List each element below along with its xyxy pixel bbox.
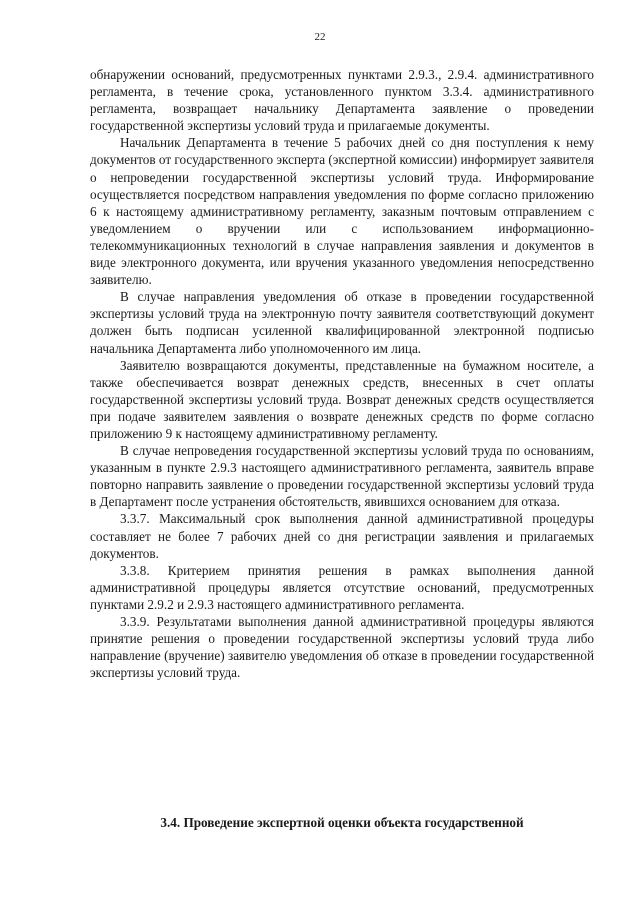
section-heading: 3.4. Проведение экспертной оценки объекта государственной xyxy=(160,815,524,830)
paragraph: Заявителю возвращаются документы, представленные на бумажном носителе, а также обеспечивается возврат денежных средств, внесенных в счет оплаты государственной экспертизы условий труда. Возврат денежных средств осуществляется при подаче заявителем заявления о возврате денежных средств по форме согласно приложению 9 к настоящему административному регламенту. xyxy=(90,357,594,441)
paragraph-clause-3-3-7: 3.3.7. Максимальный срок выполнения данной административной процедуры составляет не более 7 рабочих дней со дня регистрации заявления и прилагаемых документов. xyxy=(90,511,594,561)
paragraph: В случае непроведения государственной экспертизы условий труда по основаниям, указанным в пункте 2.9.3 настоящего административного регламента, заявитель вправе повторно направить заявление о проведении государственной экспертизы условий труда в Департамент после устранения обстоятельств, явившихся основанием для отказа. xyxy=(90,443,594,510)
page-number: 22 xyxy=(314,31,326,43)
paragraph: В случае направления уведомления об отказе в проведении государственной экспертизы условий труда на электронную почту заявителя соответствующий документ должен быть подписан усиленной квалифицированной электронной подписью начальника Департамента либо уполномоченного им лица. xyxy=(90,289,594,356)
paragraph-clause-3-3-8: 3.3.8. Критерием принятия решения в рамках выполнения данной административной процедуры является отсутствие оснований, предусмотренных пунктами 2.9.2 и 2.9.3 настоящего административного регламента. xyxy=(90,562,594,612)
paragraph-clause-3-3-9: 3.3.9. Результатами выполнения данной административной процедуры являются принятие решения о проведении государственной экспертизы условий труда либо направление (вручение) заявителю уведомления об отказе в проведении государственной экспертизы условий труда. xyxy=(90,614,594,681)
paragraph: Начальник Департамента в течение 5 рабочих дней со дня поступления к нему документов от государственного эксперта (экспертной комиссии) информирует заявителя о непроведении государственной экспертизы условий труда. Информирование осуществляется посредством направления уведомления по форме согласно приложению 6 к настоящему административному регламенту, заказным почтовым отправлением с уведомлением о вручении или с использованием информационно-телекоммуникационных технологий в случае направления заявления и документов в виде электронного документа, или вручения указанного уведомления непосредственно заявителю. xyxy=(90,135,594,288)
paragraph: обнаружении оснований, предусмотренных пунктами 2.9.3., 2.9.4. административного регламента, в течение срока, установленного пунктом 3.3.4. административного регламента, возвращает начальнику Департамента заявление о проведении государственной экспертизы условий труда и прилагаемые документы. xyxy=(90,67,594,134)
document-body xyxy=(90,66,594,681)
